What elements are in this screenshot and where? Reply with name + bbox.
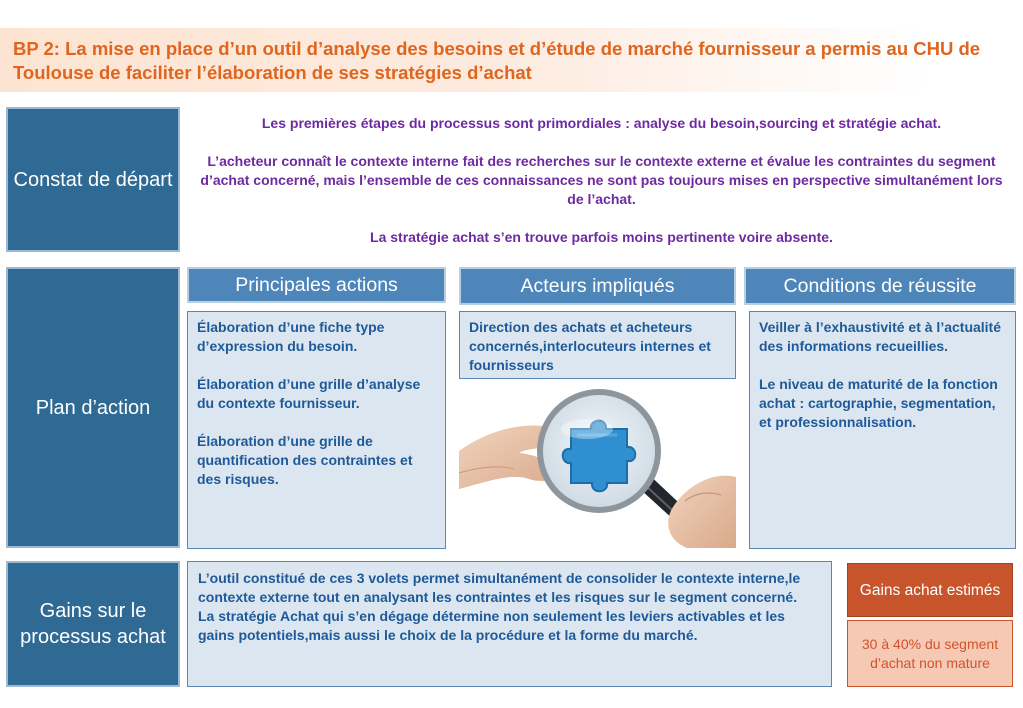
header-label-actions: Principales actions [235, 273, 398, 296]
section-label-gains: Gains sur le processus achat [20, 600, 166, 648]
gains-estimes-value [847, 620, 1013, 687]
gains-text-box [187, 561, 832, 687]
section-constat-de-depart [6, 107, 180, 252]
action-item: Élaboration d’une grille d’analyse du contexte fournisseur. [197, 376, 421, 411]
condition-item: Le niveau de maturité de la fonction achat : cartographie, segmentation, et professionnalisation. [759, 376, 998, 430]
header-principales-actions [187, 267, 446, 303]
intro-text [200, 114, 1003, 247]
gains-text-1: L’outil constitué de ces 3 volets permet simultanément de consolider le contexte interne,le contexte externe tout en analysant les contraintes et les risques sur le segment concerné. [198, 570, 801, 605]
acteurs-text-box [459, 311, 736, 379]
section-label-plan: Plan d’action [35, 396, 151, 419]
acteurs-text: Direction des achats et acheteurs concernés,interlocuteurs internes et fournisseurs [469, 319, 711, 373]
section-gains-processus-achat [6, 561, 180, 687]
intro-paragraph-2: L’acheteur connaît le contexte interne fait des recherches sur le contexte externe et évalue les contraintes du segment d’achat concerné, mais l’ensemble de ces connaissances ne sont pas toujours mises en perspective simultanément lors de l’achat. [200, 153, 1003, 207]
header-label-acteurs: Acteurs impliqués [520, 274, 675, 297]
magnifier-puzzle-icon [459, 381, 736, 548]
intro-paragraph-1: Les premières étapes du processus sont primordiales : analyse du besoin,sourcing et stratégie achat. [261, 115, 942, 131]
gains-estimes-value-text: 30 à 40% du segment d’achat non mature [861, 635, 999, 671]
gains-estimes-label [847, 563, 1013, 617]
action-item: Élaboration d’une fiche type d’expression du besoin. [197, 319, 385, 354]
header-label-conditions: Conditions de réussite [783, 274, 977, 297]
section-plan-d-action [6, 267, 180, 548]
condition-item: Veiller à l’exhaustivité et à l’actualité des informations recueillies. [759, 319, 1002, 354]
actions-list [187, 311, 446, 549]
page-title: BP 2: La mise en place d’un outil d’analyse des besoins et d’étude de marché fournisseur a permis au CHU de Toulouse de faciliter l’élaboration de ses stratégies d’achat [13, 38, 981, 83]
gains-estimes-label-text: Gains achat estimés [859, 581, 1001, 599]
conditions-list [749, 311, 1016, 549]
intro-paragraph-3: La stratégie achat s’en trouve parfois moins pertinente voire absente. [370, 229, 833, 245]
header-acteurs-impliques [459, 267, 736, 305]
section-label-constat: Constat de départ [13, 168, 173, 191]
gains-text-2: La stratégie Achat qui s’en dégage détermine non seulement les leviers activables et les gains potentiels,mais aussi le choix de la procédure et la forme du marché. [198, 608, 785, 643]
magnifier-puzzle-photo [459, 381, 736, 548]
header-conditions-de-reussite [744, 267, 1016, 305]
action-item: Élaboration d’une grille de quantification des contraintes et des risques. [197, 433, 413, 487]
